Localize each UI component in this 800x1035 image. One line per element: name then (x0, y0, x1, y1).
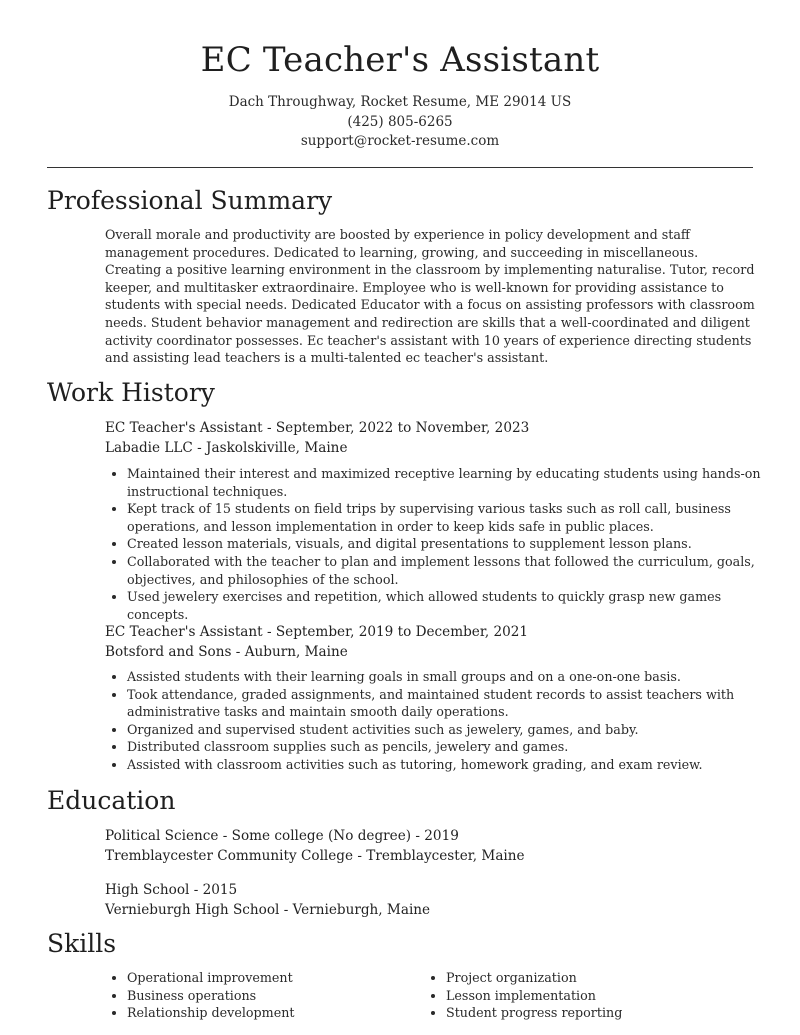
list-item: • Organized and supervised student activities such as jewelery, games, and baby. (127, 721, 767, 739)
list-item: • Assisted students with their learning goals in small groups and on a one-on-one basis. (127, 668, 767, 686)
education-school: Tremblaycester Community College - Tremblaycester, Maine (105, 848, 525, 864)
skills-list-right (424, 969, 622, 1022)
job-bullets (105, 465, 767, 623)
education-degree: High School - 2015 (105, 882, 238, 898)
header-divider (47, 167, 753, 168)
list-item: • Assisted with classroom activities such as tutoring, homework grading, and exam review. (127, 756, 767, 774)
job-bullets (105, 668, 767, 774)
list-item: • Created lesson materials, visuals, and digital presentations to supplement lesson plans. (127, 535, 767, 553)
section-title-summary: Professional Summary (47, 186, 333, 215)
list-item: • Business operations (127, 987, 294, 1005)
list-item: • Operational improvement (127, 969, 294, 987)
education-degree: Political Science - Some college (No degree) - 2019 (105, 828, 459, 844)
list-item: • Took attendance, graded assignments, and maintained student records to assist teachers with administrative tasks and maintain smooth daily operations. (127, 686, 767, 721)
section-title-education: Education (47, 786, 176, 815)
list-item: • Kept track of 15 students on field trips by supervising various tasks such as roll call, business operations, and lesson implementation in order to keep kids safe in public places. (127, 500, 767, 535)
list-item: • Lesson implementation (446, 987, 622, 1005)
job-company-location: Botsford and Sons - Auburn, Maine (105, 644, 348, 660)
skills-list-left (105, 969, 294, 1022)
list-item: • Maintained their interest and maximized receptive learning by educating students using hands-on instructional techniques. (127, 465, 767, 500)
contact-block (0, 93, 800, 152)
summary-text: Overall morale and productivity are boosted by experience in policy development and staff management procedures. Dedicated to learning, growing, and succeeding in miscellaneous. Creating a positive learning environment in the classroom by implementing naturalise. Tutor, record keeper, and multitasker extraordinaire. Employee who is well-known for providing assistance to students with special needs. Dedicated Educator with a focus on assisting professors with classroom needs. Student behavior management and redirection are skills that a well-coordinated and diligent activity coordinator possesses. Ec teacher's assistant with 10 years of experience directing students and assisting lead teachers is a multi-talented ec teacher's assistant. (105, 227, 755, 366)
list-item: • Used jewelery exercises and repetition, which allowed students to quickly grasp new games concepts. (127, 588, 767, 623)
list-item: • Student progress reporting (446, 1004, 622, 1022)
phone: (425) 805-6265 (347, 113, 453, 130)
job-role-dates: EC Teacher's Assistant - September, 2019 to December, 2021 (105, 624, 529, 640)
list-item: • Distributed classroom supplies such as pencils, jewelery and games. (127, 738, 767, 756)
email: support@rocket-resume.com (300, 133, 500, 149)
candidate-name: EC Teacher's Assistant (200, 40, 600, 80)
address: Dach Throughway, Rocket Resume, ME 29014 US (228, 94, 572, 110)
list-item: • Collaborated with the teacher to plan and implement lessons that followed the curriculum, goals, objectives, and philosophies of the school. (127, 553, 767, 588)
list-item: • Relationship development (127, 1004, 294, 1022)
education-school: Vernieburgh High School - Vernieburgh, Maine (105, 902, 431, 918)
job-company-location: Labadie LLC - Jaskolskiville, Maine (105, 440, 348, 456)
job-role-dates: EC Teacher's Assistant - September, 2022 to November, 2023 (105, 420, 530, 436)
list-item: • Project organization (446, 969, 622, 987)
section-title-skills: Skills (47, 929, 117, 958)
section-title-work-history: Work History (47, 378, 215, 407)
